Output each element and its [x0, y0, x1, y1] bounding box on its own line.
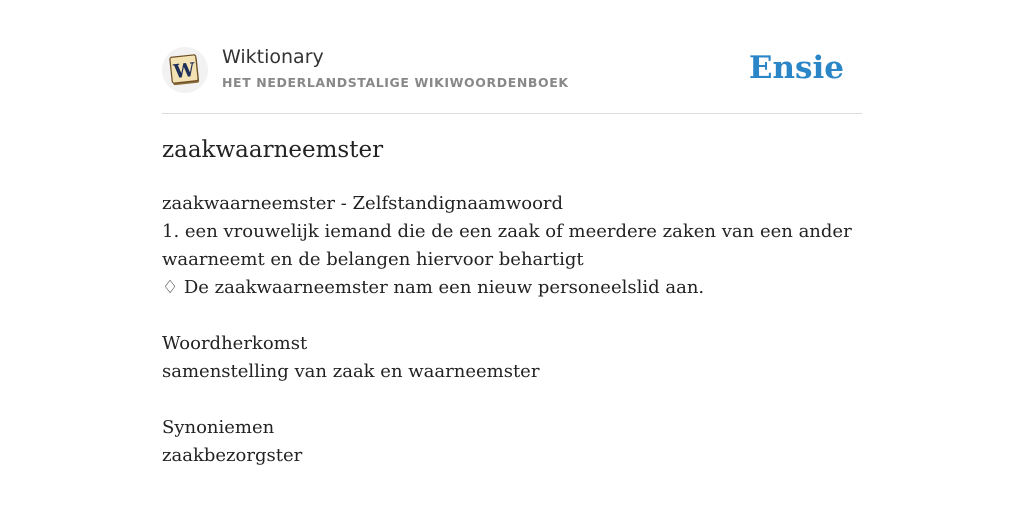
definition-line: 1. een vrouwelijk iemand die de een zaak of meerdere zaken van een ander	[162, 221, 852, 242]
page-title: zaakwaarneemster	[162, 137, 384, 163]
wiktionary-logo[interactable]	[162, 47, 208, 93]
part-of-speech-line: zaakwaarneemster - Zelfstandignaamwoord	[162, 193, 564, 214]
etymology-text: samenstelling van zaak en waarneemster	[162, 361, 540, 382]
logo-letter: W	[172, 58, 196, 84]
synonym-item: zaakbezorgster	[162, 445, 303, 466]
example-sentence: ♢ De zaakwaarneemster nam een nieuw personeelslid aan.	[162, 277, 705, 298]
definition-line-continued: waarneemt en de belangen hiervoor behartigt	[162, 249, 584, 270]
etymology-heading: Woordherkomst	[162, 333, 308, 354]
site-header	[162, 0, 862, 114]
synonyms-heading: Synoniemen	[162, 417, 275, 438]
spacer	[162, 386, 862, 414]
spacer	[162, 302, 862, 330]
page-container	[162, 0, 862, 466]
ensie-brand-link[interactable]: Ensie	[748, 50, 844, 86]
site-name: Wiktionary	[222, 46, 324, 68]
entry-content	[162, 190, 862, 470]
site-subtitle: HET NEDERLANDSTALIGE WIKIWOORDENBOEK	[222, 75, 569, 90]
wiktionary-tile-icon	[168, 53, 202, 87]
